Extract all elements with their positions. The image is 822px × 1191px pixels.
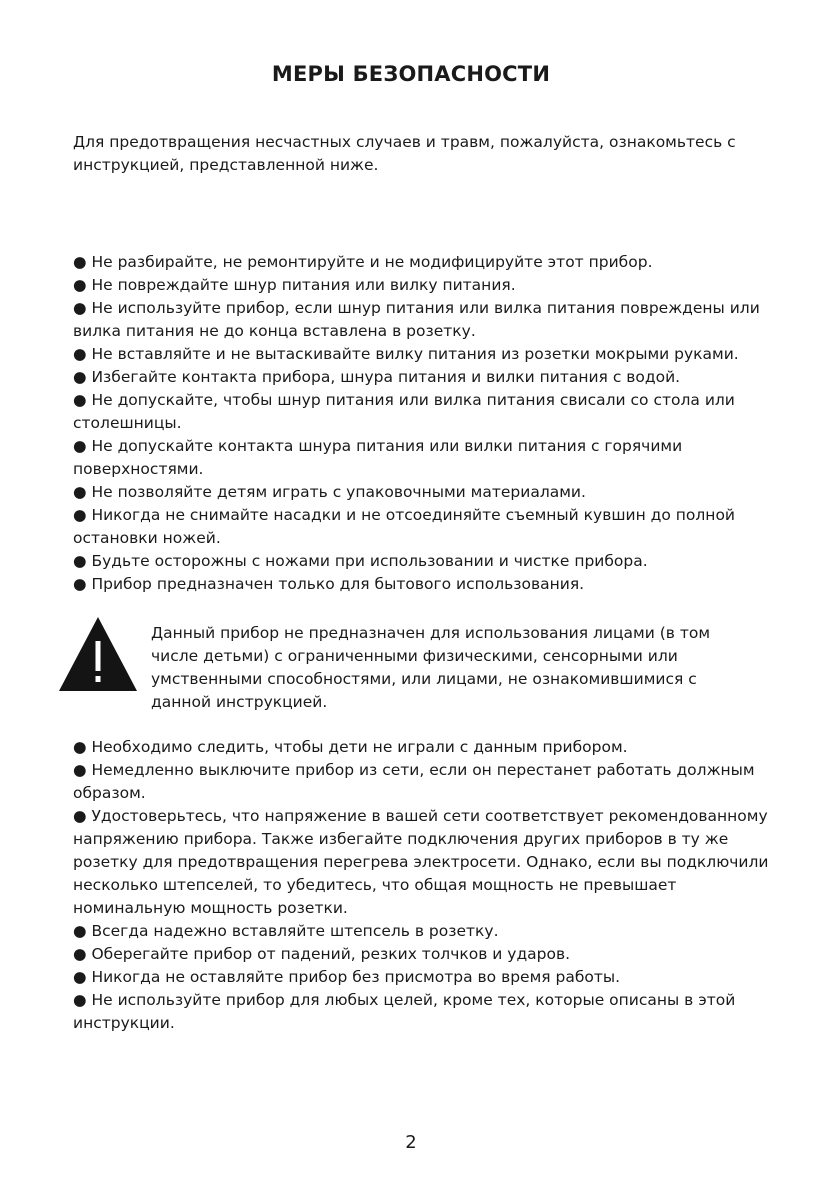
list-item: ● Не позволяйте детям играть с упаковочными материалами. bbox=[73, 483, 586, 501]
safety-list-first bbox=[73, 251, 773, 596]
page-title: МЕРЫ БЕЗОПАСНОСТИ bbox=[271, 62, 551, 86]
list-item: ● Не используйте прибор для любых целей, кроме тех, которые описаны в этой инструкции. bbox=[73, 991, 736, 1032]
warning-text: Данный прибор не предназначен для использования лицами (в том числе детьми) с ограниченными физическими, сенсорными или умственными способностями, или лицами, не ознакомившимися с данной инструкцией. bbox=[151, 624, 711, 711]
list-item: ● Избегайте контакта прибора, шнура питания и вилки питания с водой. bbox=[73, 368, 681, 386]
list-item: ● Прибор предназначен только для бытового использования. bbox=[73, 575, 585, 593]
intro-paragraph: Для предотвращения несчастных случаев и травм, пожалуйста, ознакомьтесь с инструкцией, представленной ниже. bbox=[73, 133, 736, 174]
list-item: ● Удостоверьтесь, что напряжение в вашей сети соответствует рекомендованному напряжению прибора. Также избегайте подключения других приборов в ту же розетку для предотвращения перегрева электросети. Однако, если вы подключили несколько штепселей, то убедитесь, что общая мощность не превышает номинальную мощность розетки. bbox=[73, 807, 769, 917]
list-item: ● Немедленно выключите прибор из сети, если он перестанет работать должным образом. bbox=[73, 761, 755, 802]
list-item: ● Не разбирайте, не ремонтируйте и не модифицируйте этот прибор. bbox=[73, 253, 653, 271]
page-number: 2 bbox=[405, 1132, 417, 1153]
list-item: ● Необходимо следить, чтобы дети не играли с данным прибором. bbox=[73, 738, 628, 756]
list-item: ● Оберегайте прибор от падений, резких толчков и ударов. bbox=[73, 945, 571, 963]
list-item: ● Не допускайте, чтобы шнур питания или вилка питания свисали со стола или столешницы. bbox=[73, 391, 735, 432]
list-item: ● Никогда не оставляйте прибор без присмотра во время работы. bbox=[73, 968, 621, 986]
safety-list-second bbox=[73, 736, 773, 1035]
list-item: ● Не повреждайте шнур питания или вилку питания. bbox=[73, 276, 516, 294]
list-item: ● Будьте осторожны с ножами при использовании и чистке прибора. bbox=[73, 552, 648, 570]
list-item: ● Всегда надежно вставляйте штепсель в розетку. bbox=[73, 922, 499, 940]
warning-triangle-icon bbox=[59, 617, 137, 691]
list-item: ● Не используйте прибор, если шнур питания или вилка питания повреждены или вилка питания не до конца вставлена в розетку. bbox=[73, 299, 760, 340]
list-item: ● Не вставляйте и не вытаскивайте вилку питания из розетки мокрыми руками. bbox=[73, 345, 739, 363]
list-item: ● Не допускайте контакта шнура питания или вилки питания с горячими поверхностями. bbox=[73, 437, 683, 478]
list-item: ● Никогда не снимайте насадки и не отсоединяйте съемный кувшин до полной остановки ножей. bbox=[73, 506, 735, 547]
